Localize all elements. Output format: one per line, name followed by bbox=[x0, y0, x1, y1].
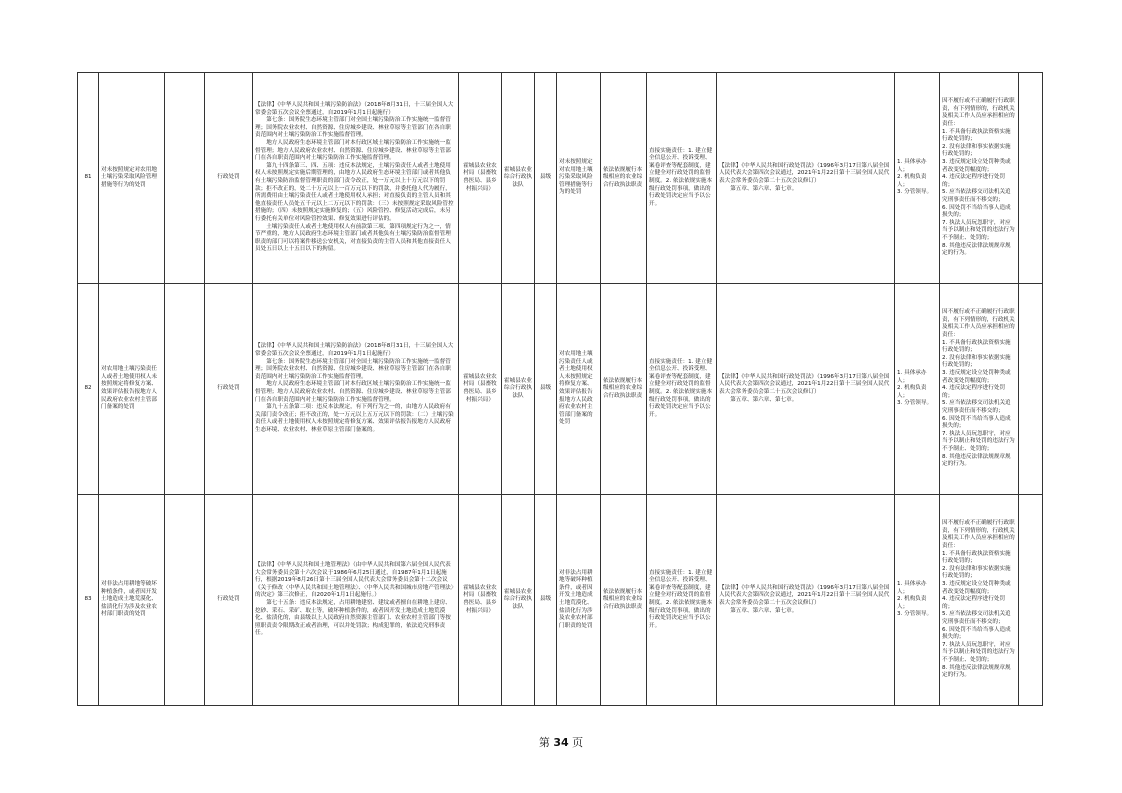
remark-cell bbox=[1019, 284, 1043, 495]
sub-item-cell bbox=[165, 284, 205, 495]
item-name-cell: 对未按照规定对农用地土壤污染采取风险管理措施等行为的处罚 bbox=[99, 73, 165, 284]
basis-paragraph: 第九十四条第三、四、五项：违反本法规定，土壤污染责任人或者土地使用权人未按照规定实施后期管理的，由地方人民政府生态环境主管部门或者其他负有土壤污染防治监督管理职责的部门责令改正，处一万元以上十万元以下的罚款；拒不改正的，处二十万元以上一百万元以下的罚款，并委托他人代为履行，所需费用由土壤污染责任人或者土地使用权人承担；对直接负责的主管人员和其他直接责任人员处五千元以上二万元以下的罚款：（三）未按照规定采取风险管控措施的；（四）未按照规定实施修复的；（五）风险管控、修复活动完成后，未另行委托有关单位对风险管控效果、修复效果进行评估的。 bbox=[255, 162, 454, 222]
table-row bbox=[78, 73, 1043, 284]
item-type-cell: 行政处罚 bbox=[205, 73, 253, 284]
executing-body-cell: 霍城县农业综合行政执法队 bbox=[502, 495, 535, 706]
basis-paragraph: 【法律】《中华人民共和国土壤污染防治法》（2018年8月31日，十三届全国人大常委会第五次会议全票通过，自2019年1月1日起施行） bbox=[255, 102, 454, 116]
accountability-basis-cell: 【法律】《中华人民共和国行政处罚法》（1996年3月17日第八届全国人民代表大会第四次会议通过，2021年1月22日第十三届全国人民代表大会常务委员会第二十五次会议修订） 第五章、第六章、第七章。 bbox=[717, 495, 895, 706]
item-name-cell: 对农用地土壤污染责任人或者土地使用权人未按照规定将修复方案、效果评估报告报地方人民政府农业农村主管部门备案的处罚 bbox=[99, 284, 165, 495]
basis-cell bbox=[253, 495, 459, 706]
row-number-cell: 83 bbox=[78, 495, 99, 706]
row-number-cell: 81 bbox=[78, 73, 99, 284]
measures-cell: 直接实施责任：1. 建立健全信息公开、投诉受理、案卷评查等配套制度，建立健全对行政处罚的监督制度。2. 依法依规实施本级行政处罚事项，做出的行政处罚决定应当予以公开。 bbox=[647, 284, 717, 495]
item-name-repeat-cell: 对未按照规定对农用地土壤污染采取风险管理措施等行为的处罚 bbox=[557, 73, 601, 284]
basis-paragraph: 地方人民政府生态环境主管部门对本行政区域土壤污染防治工作实施统一监督管理；地方人民政府农业农村、自然资源、住房城乡建设、林业草原等主管部门在各自职责范围内对土壤污染防治工作实施监督管理。 bbox=[255, 140, 451, 162]
remark-cell bbox=[1019, 73, 1043, 284]
basis-paragraph: 第九十五条第二项：违反本法规定，有下列行为之一的，由地方人民政府有关部门责令改正；拒不改正的，处一万元以上五万元以下的罚款：（二）土壤污染责任人或者土地使用权人未按照规定将修复方案、效果评估报告报地方人民政府生态环境、农业农村、林业草原主管部门备案的。 bbox=[255, 404, 454, 433]
duty-cell: 依法依规履行本级相应的农业综合行政执法职责 bbox=[601, 284, 647, 495]
item-type-cell: 行政处罚 bbox=[205, 495, 253, 706]
item-name-repeat-cell: 对非法占用耕地等破坏种植条件，或者因开发土地造成土地荒漠化、盐渍化行为涉及农业农村部门职责的处罚 bbox=[557, 495, 601, 706]
liability-cell: 因不履行或不正确履行行政职责，有下列情形的，行政机关及相关工作人员应承担相应的责任： 1. 不具备行政执法资格实施行政处罚的； 2. 没有法律和事实依据实施行政处罚的； 3. 违反规定设立处罚种类或者改变处罚幅度的； 4. 违反法定程序进行处罚的； 5. 应当依法移交司法机关追究刑事责任而不移交的； 6. 因处罚不当给当事人造成损失的； 7. 执法人员玩忽职守，对应当予以制止和处罚的违法行为不予制止、处罚的； 8. 其他违反法律法规规章规定的行为。 bbox=[940, 495, 1019, 706]
accountability-basis-cell: 【法律】《中华人民共和国行政处罚法》（1996年3月17日第八届全国人民代表大会第四次会议通过，2021年1月22日第十三届全国人民代表大会常务委员会第二十五次会议修订） 第五章、第六章、第七章。 bbox=[717, 73, 895, 284]
table-row bbox=[78, 284, 1043, 495]
executing-body-cell: 霍城县农业综合行政执法队 bbox=[502, 284, 535, 495]
level-cell: 县级 bbox=[535, 73, 557, 284]
implementing-subject-cell: 霍城县农业农村局（县畜牧兽医局、县乡村振兴局） bbox=[459, 495, 502, 706]
implementing-subject-cell: 霍城县农业农村局（县畜牧兽医局、县乡村振兴局） bbox=[459, 284, 502, 495]
sub-item-cell bbox=[165, 73, 205, 284]
remark-cell bbox=[1019, 495, 1043, 706]
basis-paragraph: 【法律】《中华人民共和国土壤污染防治法》（2018年8月31日，十三届全国人大常委会第五次会议全票通过，自2019年1月1日起施行） bbox=[255, 343, 454, 358]
accountability-basis-cell: 【法律】《中华人民共和国行政处罚法》（1996年3月17日第八届全国人民代表大会第四次会议通过，2021年1月22日第十三届全国人民代表大会常务委员会第二十五次会议修订） 第五章、第六章、第七章。 bbox=[717, 284, 895, 495]
level-cell: 县级 bbox=[535, 284, 557, 495]
basis-paragraph: 地方人民政府生态环境主管部门对本行政区域土壤污染防治工作实施统一监督管理；地方人民政府农业农村、自然资源、住房城乡建设、林业草原等主管部门在各自职责范围内对土壤污染防治工作实施监督管理。 bbox=[255, 381, 451, 403]
basis-paragraph: 第七十五条：违反本法规定，占用耕地建窑、建坟或者擅自在耕地上建房、挖砂、采石、采矿、取土等，破坏种植条件的，或者因开发土地造成土地荒漠化、盐渍化的，由县级以上人民政府自然资源主管部门、农业农村主管部门等按照职责责令限期改正或者治理，可以并处罚款；构成犯罪的，依法追究刑事责任。 bbox=[255, 600, 451, 637]
accountability-mode-cell: 1. 具体承办人； 2. 机构负责人； 3. 分管领导。 bbox=[895, 284, 940, 495]
basis-paragraph: 土壤污染责任人或者土地使用权人有前款第三项、第四项规定行为之一，情节严重的，地方人民政府生态环境主管部门或者其他负有土壤污染防治监督管理职责的部门可以将案件移送公安机关，对直接负责的主管人员和其他直接责任人员处五日以上十五日以下的拘留。 bbox=[255, 223, 451, 253]
sub-item-cell bbox=[165, 495, 205, 706]
basis-paragraph: 【法律】《中华人民共和国土地管理法》（由中华人民共和国第六届全国人民代表大会常务委员会第十六次会议于1986年6月25日通过，自1987年1月1日起施行，根据2019年8月26日第十三届全国人民代表大会常务委员会第十二次会议《关于修改〈中华人民共和国土地管理法〉、〈中华人民共和国城市房地产管理法〉的决定》第三次修正，自2020年1月1日起施行。） bbox=[255, 562, 454, 599]
executing-body-cell: 霍城县农业综合行政执法队 bbox=[502, 73, 535, 284]
accountability-mode-cell: 1. 具体承办人； 2. 机构负责人； 3. 分管领导。 bbox=[895, 495, 940, 706]
responsibility-table bbox=[77, 72, 1043, 706]
accountability-mode-cell: 1. 具体承办人； 2. 机构负责人； 3. 分管领导。 bbox=[895, 73, 940, 284]
basis-paragraph: 第七条：国务院生态环境主管部门对全国土壤污染防治工作实施统一监督管理；国务院农业农村、自然资源、住房城乡建设、林业草原等主管部门在各自职责范围内对土壤污染防治工作实施监督管理。 bbox=[255, 117, 451, 139]
table-row bbox=[78, 495, 1043, 706]
basis-cell bbox=[253, 73, 459, 284]
footer-suffix: 页 bbox=[572, 736, 584, 749]
implementing-subject-cell: 霍城县农业农村局（县畜牧兽医局、县乡村振兴局） bbox=[459, 73, 502, 284]
item-type-cell: 行政处罚 bbox=[205, 284, 253, 495]
duty-cell: 依法依规履行本级相应的农业综合行政执法职责 bbox=[601, 495, 647, 706]
footer-prefix: 第 bbox=[538, 736, 550, 749]
page-footer bbox=[0, 734, 1122, 750]
item-name-cell: 对非法占用耕地等破坏种植条件，或者因开发土地造成土地荒漠化、盐渍化行为涉及农业农村部门职责的处罚 bbox=[99, 495, 165, 706]
level-cell: 县级 bbox=[535, 495, 557, 706]
basis-paragraph: 第七条：国务院生态环境主管部门对全国土壤污染防治工作实施统一监督管理；国务院农业农村、自然资源、住房城乡建设、林业草原等主管部门在各自职责范围内对土壤污染防治工作实施监督管理。 bbox=[255, 358, 451, 380]
liability-cell: 因不履行或不正确履行行政职责，有下列情形的，行政机关及相关工作人员应承担相应的责任： 1. 不具备行政执法资格实施行政处罚的； 2. 没有法律和事实依据实施行政处罚的； 3. 违反规定设立处罚种类或者改变处罚幅度的； 4. 违反法定程序进行处罚的； 5. 应当依法移交司法机关追究刑事责任而不移交的； 6. 因处罚不当给当事人造成损失的； 7. 执法人员玩忽职守，对应当予以制止和处罚的违法行为不予制止、处罚的； 8. 其他违反法律法规规章规定的行为。 bbox=[940, 73, 1019, 284]
measures-cell: 直接实施责任：1. 建立健全信息公开、投诉受理、案卷评查等配套制度，建立健全对行政处罚的监督制度。2. 依法依规实施本级行政处罚事项，做出的行政处罚决定应当予以公开。 bbox=[647, 73, 717, 284]
duty-cell: 依法依规履行本级相应的农业综合行政执法职责 bbox=[601, 73, 647, 284]
measures-cell: 直接实施责任：1. 建立健全信息公开、投诉受理、案卷评查等配套制度，建立健全对行政处罚的监督制度。2. 依法依规实施本级行政处罚事项，做出的行政处罚决定应当予以公开。 bbox=[647, 495, 717, 706]
item-name-repeat-cell: 对农用地土壤污染责任人或者土地使用权人未按照规定将修复方案、效果评估报告报地方人民政府农业农村主管部门备案的处罚 bbox=[557, 284, 601, 495]
liability-cell: 因不履行或不正确履行行政职责，有下列情形的，行政机关及相关工作人员应承担相应的责任： 1. 不具备行政执法资格实施行政处罚的； 2. 没有法律和事实依据实施行政处罚的； 3. 违反规定设立处罚种类或者改变处罚幅度的； 4. 违反法定程序进行处罚的； 5. 应当依法移交司法机关追究刑事责任而不移交的； 6. 因处罚不当给当事人造成损失的； 7. 执法人员玩忽职守，对应当予以制止和处罚的违法行为不予制止、处罚的； 8. 其他违反法律法规规章规定的行为。 bbox=[940, 284, 1019, 495]
row-number-cell: 82 bbox=[78, 284, 99, 495]
basis-cell bbox=[253, 284, 459, 495]
page-number: 34 bbox=[553, 736, 569, 749]
